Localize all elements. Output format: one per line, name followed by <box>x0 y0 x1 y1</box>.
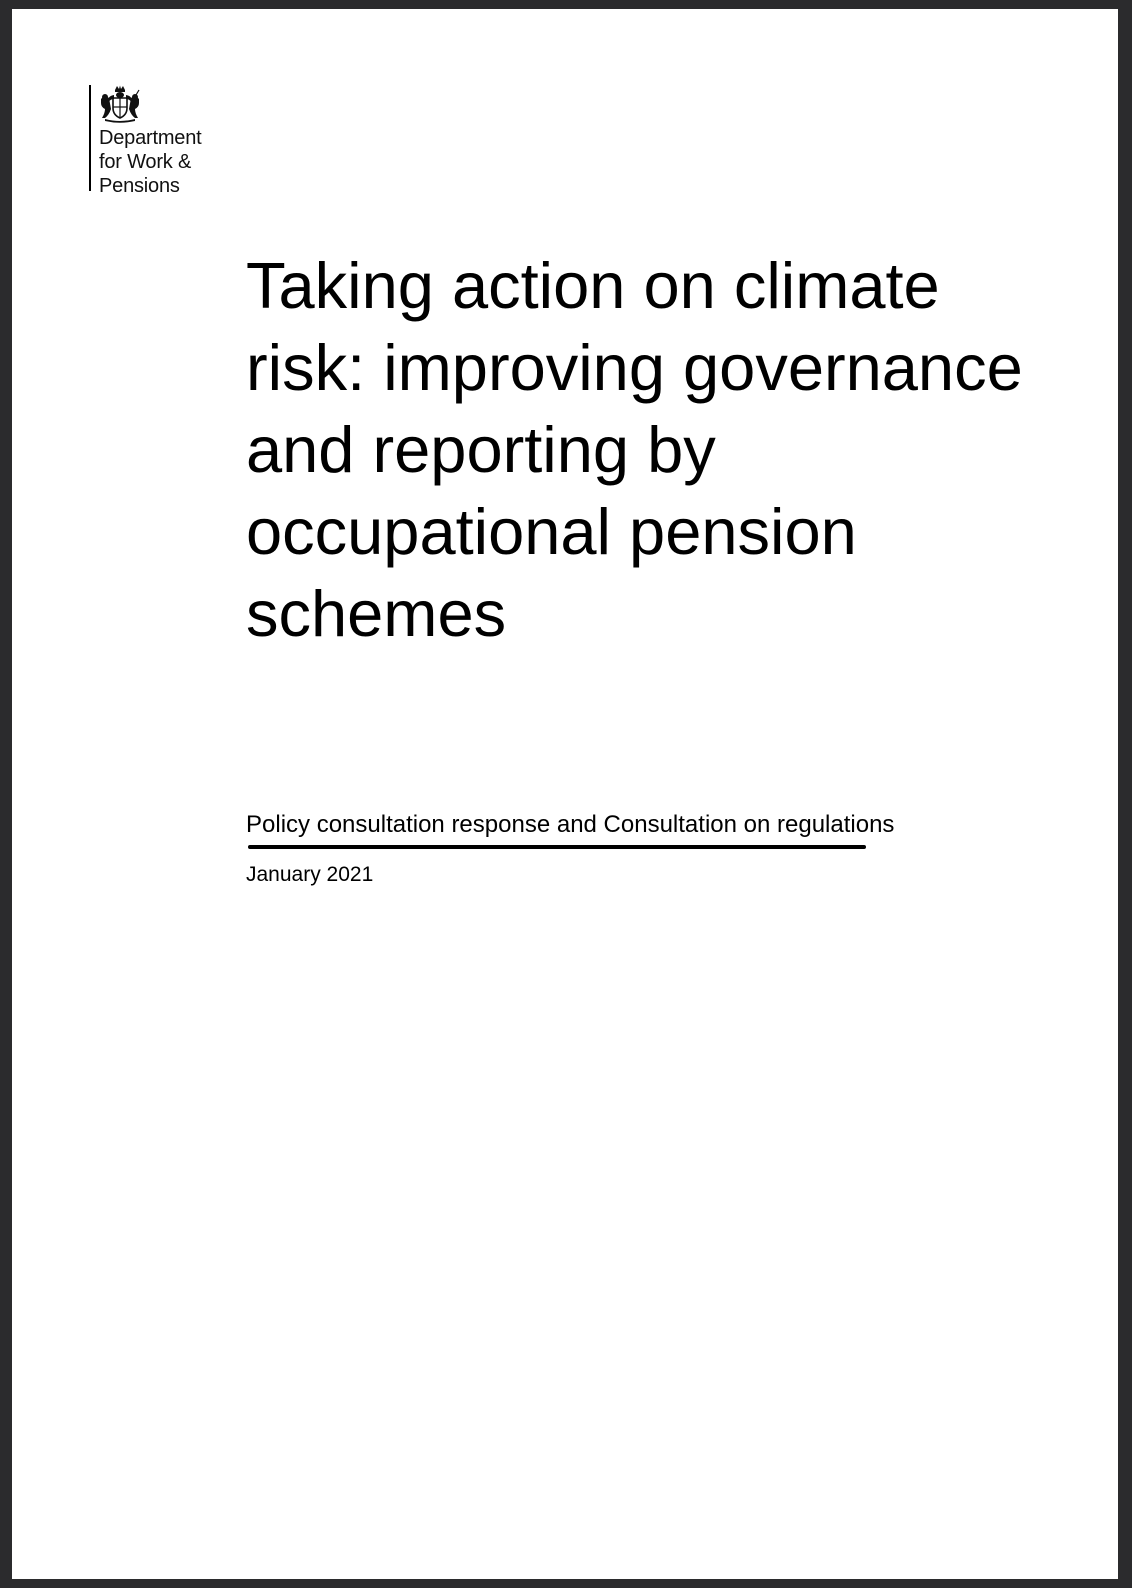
department-name-line-1: Department <box>99 127 202 149</box>
document-title: Taking action on climate risk: improving governance and reporting by occupational pension schemes <box>246 249 1023 650</box>
royal-coat-of-arms-icon <box>99 85 141 123</box>
department-name-line-3: Pensions <box>99 175 180 197</box>
department-name-line-2: for Work & <box>99 151 192 173</box>
publication-date: January 2021 <box>246 863 374 886</box>
dwp-logo <box>89 85 249 201</box>
document-subtitle: Policy consultation response and Consultation on regulations <box>246 811 895 838</box>
logo-divider <box>89 85 91 191</box>
document-page <box>12 9 1118 1579</box>
subtitle-divider <box>248 845 866 849</box>
department-name <box>99 126 202 198</box>
